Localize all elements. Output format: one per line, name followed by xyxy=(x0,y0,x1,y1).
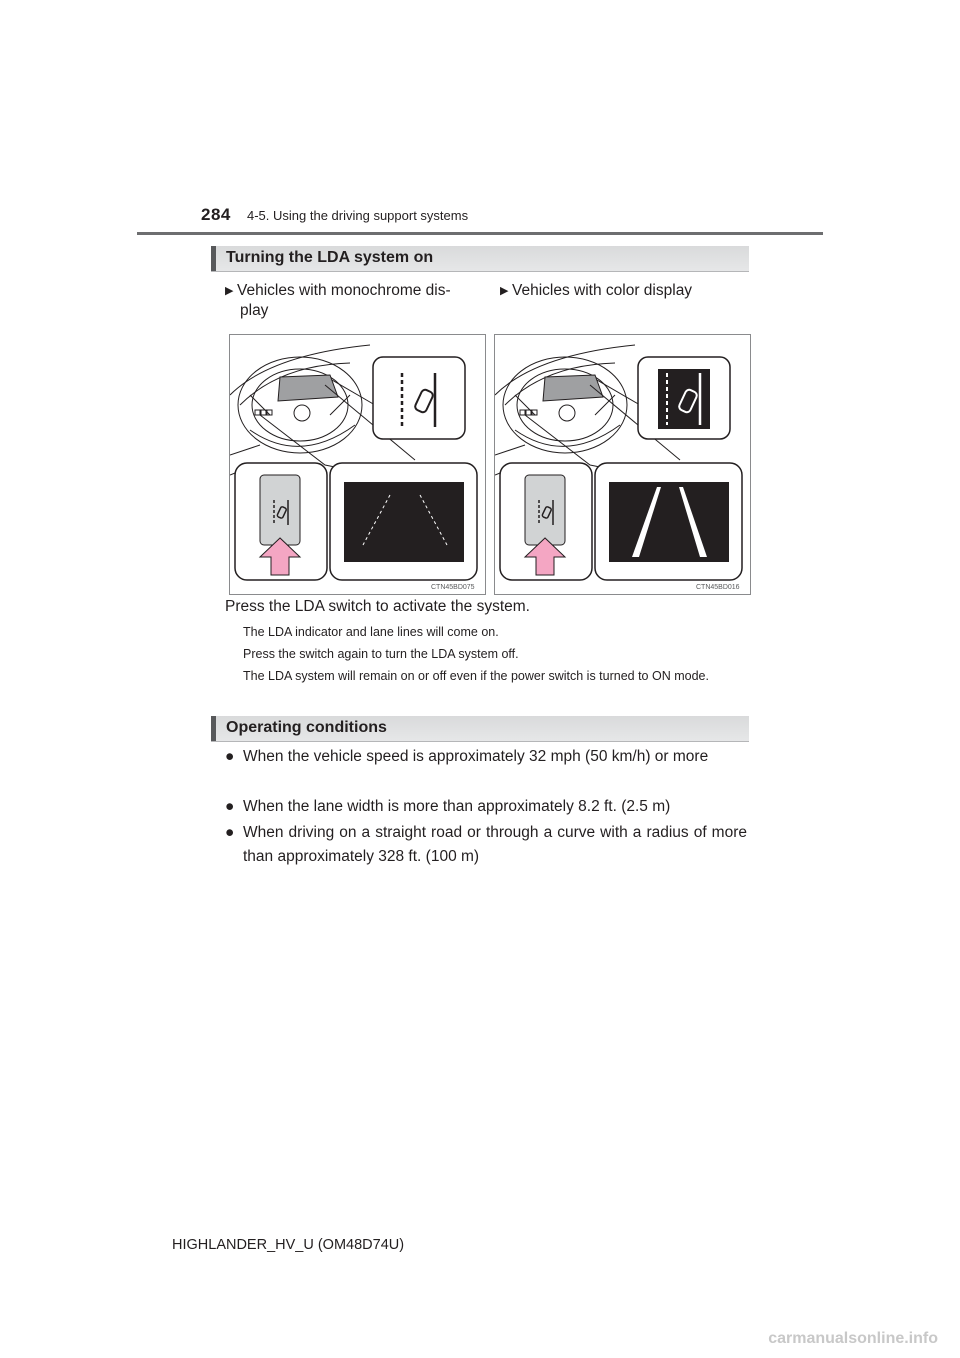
variant-label: Vehicles with color display xyxy=(512,282,693,299)
figure-color-display xyxy=(494,334,751,595)
bullet-dot-icon: ● xyxy=(225,798,235,815)
figure-monochrome-display xyxy=(229,334,486,595)
header-rule xyxy=(137,232,823,235)
heading-marker xyxy=(211,246,216,271)
note-line: The LDA indicator and lane lines will come on. xyxy=(243,625,499,639)
heading-turning-lda-on xyxy=(211,246,749,272)
bullet-dot-icon: ● xyxy=(225,824,235,841)
dashboard-illustration-color xyxy=(495,335,750,594)
condition-text: When the lane width is more than approximately 8.2 ft. (2.5 m) xyxy=(243,798,671,815)
variant-color xyxy=(500,281,750,301)
triangle-bullet-icon: ▶ xyxy=(225,285,234,297)
figure-code: CTN45BD016 xyxy=(696,584,740,591)
note-line: The LDA system will remain on or off even if the power switch is turned to ON mode. xyxy=(243,669,709,683)
note-line: Press the switch again to turn the LDA system off. xyxy=(243,647,519,661)
page-number: 284 xyxy=(201,205,231,224)
instruction-text: Press the LDA switch to activate the system. xyxy=(225,598,530,615)
variant-monochrome xyxy=(225,281,475,321)
triangle-bullet-icon: ▶ xyxy=(500,285,509,297)
condition-text: When driving on a straight road or through a curve with a radius of more than approximately 328 ft. (100 m) xyxy=(243,824,747,865)
condition-text: When the vehicle speed is approximately 32 mph (50 km/h) or more xyxy=(243,748,709,765)
figure-code: CTN45BD075 xyxy=(431,584,475,591)
condition-item xyxy=(225,745,747,769)
watermark: carmanualsonline.info xyxy=(768,1330,938,1347)
heading-marker xyxy=(211,716,216,741)
heading-text: Turning the LDA system on xyxy=(226,249,434,266)
variant-label: Vehicles with monochrome dis- xyxy=(237,282,451,299)
footer-model: HIGHLANDER_HV_U (OM48D74U) xyxy=(172,1237,405,1253)
heading-text: Operating conditions xyxy=(226,719,387,736)
dashboard-illustration-monochrome xyxy=(230,335,485,594)
condition-item xyxy=(225,821,747,869)
heading-operating-conditions xyxy=(211,716,749,742)
section-path: 4-5. Using the driving support systems xyxy=(247,208,469,223)
condition-item xyxy=(225,795,747,819)
bullet-dot-icon: ● xyxy=(225,748,235,765)
variant-label-cont: play xyxy=(240,302,269,319)
